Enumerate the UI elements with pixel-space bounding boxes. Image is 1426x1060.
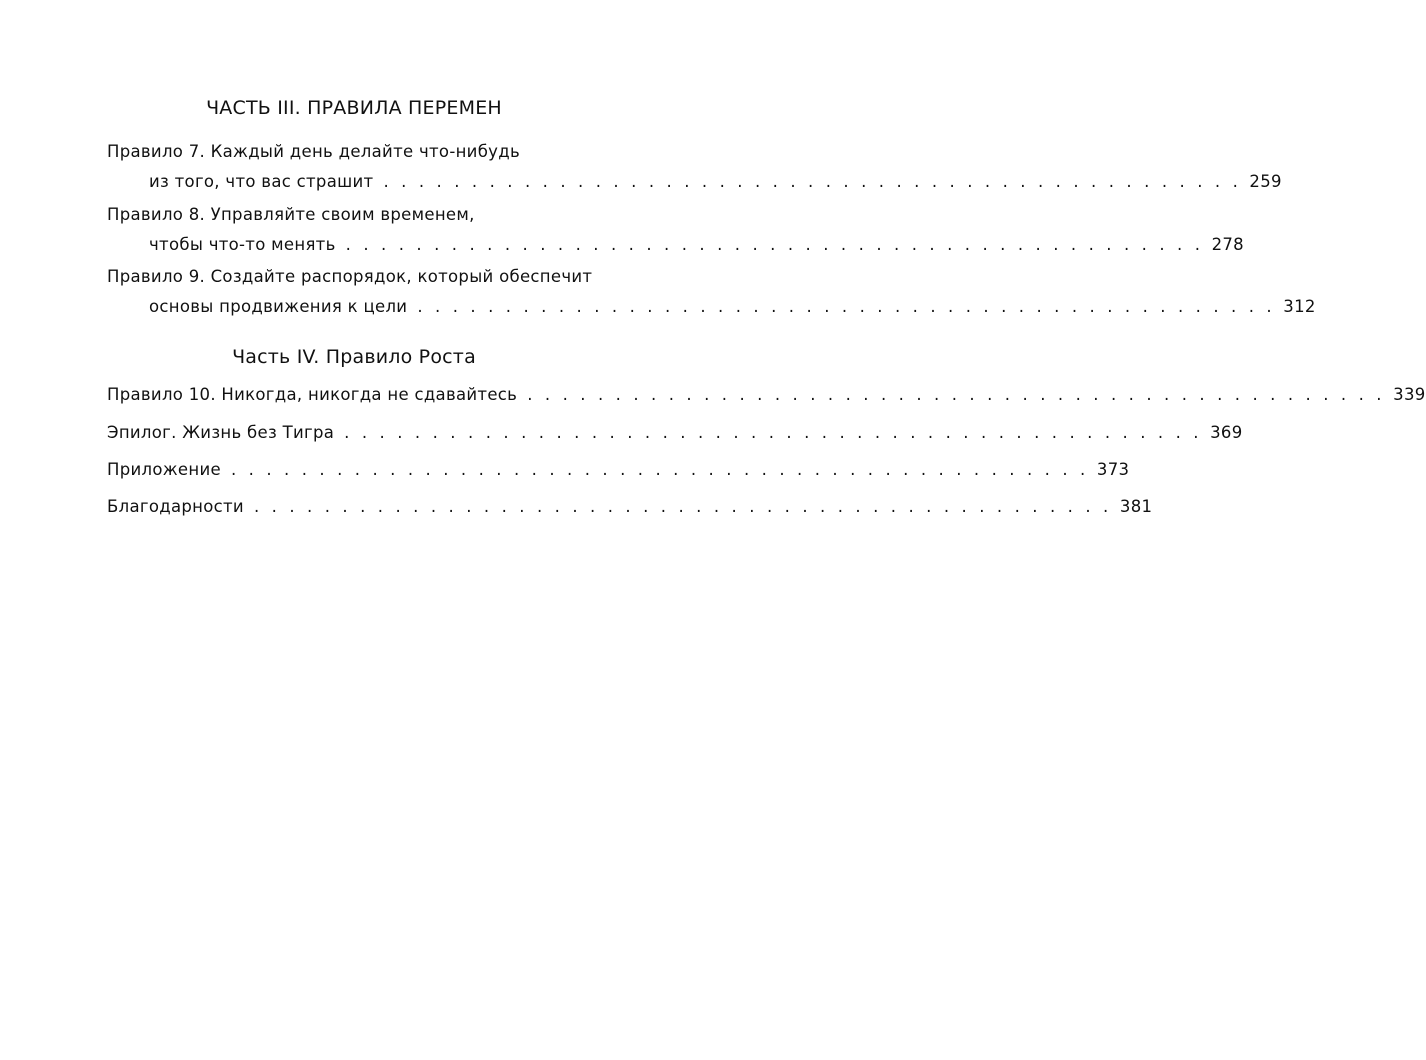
entry-continuation-line	[107, 292, 1316, 322]
entry-title-continuation: основы продвижения к цели	[149, 297, 408, 316]
entry-title: Правило 9. Создайте распорядок, который обеспечит	[107, 267, 593, 286]
entry-page-number: 381	[1119, 497, 1153, 516]
part-title: ЧАСТЬ III. ПРАВИЛА ПЕРЕМЕН	[206, 97, 502, 119]
toc-entry	[107, 492, 1153, 522]
entry-line	[107, 492, 1153, 522]
entry-page-number: 312	[1283, 297, 1316, 316]
entry-page-number: 339	[1393, 385, 1426, 404]
entry-title: Эпилог. Жизнь без Тигра	[107, 423, 335, 442]
entry-title: Приложение	[107, 460, 221, 479]
entry-title-continuation: чтобы что-то менять	[149, 235, 336, 254]
entry-page-number: 259	[1249, 172, 1282, 191]
toc-entry	[107, 137, 1282, 197]
entry-title: Правило 7. Каждый день делайте что-нибудь	[107, 142, 520, 161]
entry-page-number: 369	[1210, 423, 1243, 442]
entry-title-line	[107, 137, 630, 167]
dot-leader: . . . . . . . . . . . . . . . . . . . . . . . . . . . . . . . . . . . . . . . . . . . . . . . . .	[417, 297, 1276, 316]
entry-title-line	[107, 200, 630, 230]
entry-page-number: 278	[1211, 235, 1244, 254]
dot-leader: . . . . . . . . . . . . . . . . . . . . . . . . . . . . . . . . . . . . . . . . . . . . . . . . .	[230, 460, 1089, 479]
entry-line	[107, 380, 1426, 410]
dot-leader: . . . . . . . . . . . . . . . . . . . . . . . . . . . . . . . . . . . . . . . . . . . . . . . . .	[344, 423, 1203, 442]
dot-leader: . . . . . . . . . . . . . . . . . . . . . . . . . . . . . . . . . . . . . . . . . . . . . . . . .	[345, 235, 1204, 254]
dot-leader: . . . . . . . . . . . . . . . . . . . . . . . . . . . . . . . . . . . . . . . . . . . . . . . . .	[383, 172, 1242, 191]
toc-entry	[107, 262, 1316, 322]
entry-title-line	[107, 262, 630, 292]
dot-leader: . . . . . . . . . . . . . . . . . . . . . . . . . . . . . . . . . . . . . . . . . . . . . . . . .	[253, 497, 1112, 516]
toc-entry	[107, 455, 1130, 485]
entry-title: Правило 10. Никогда, никогда не сдавайтесь	[107, 385, 518, 404]
entry-continuation-line	[107, 230, 1244, 260]
entry-page-number: 373	[1096, 460, 1130, 479]
entry-title: Правило 8. Управляйте своим временем,	[107, 205, 475, 224]
toc-entry	[107, 200, 1244, 260]
entry-line	[107, 418, 1243, 448]
entry-line	[107, 455, 1130, 485]
part-title: Часть IV. Правило Роста	[232, 346, 476, 368]
toc-entry	[107, 380, 1426, 410]
dot-leader: . . . . . . . . . . . . . . . . . . . . . . . . . . . . . . . . . . . . . . . . . . . . . . . . .	[527, 385, 1386, 404]
entry-title-continuation: из того, что вас страшит	[149, 172, 374, 191]
entry-continuation-line	[107, 167, 1282, 197]
toc-entry	[107, 418, 1243, 448]
entry-title: Благодарности	[107, 497, 244, 516]
